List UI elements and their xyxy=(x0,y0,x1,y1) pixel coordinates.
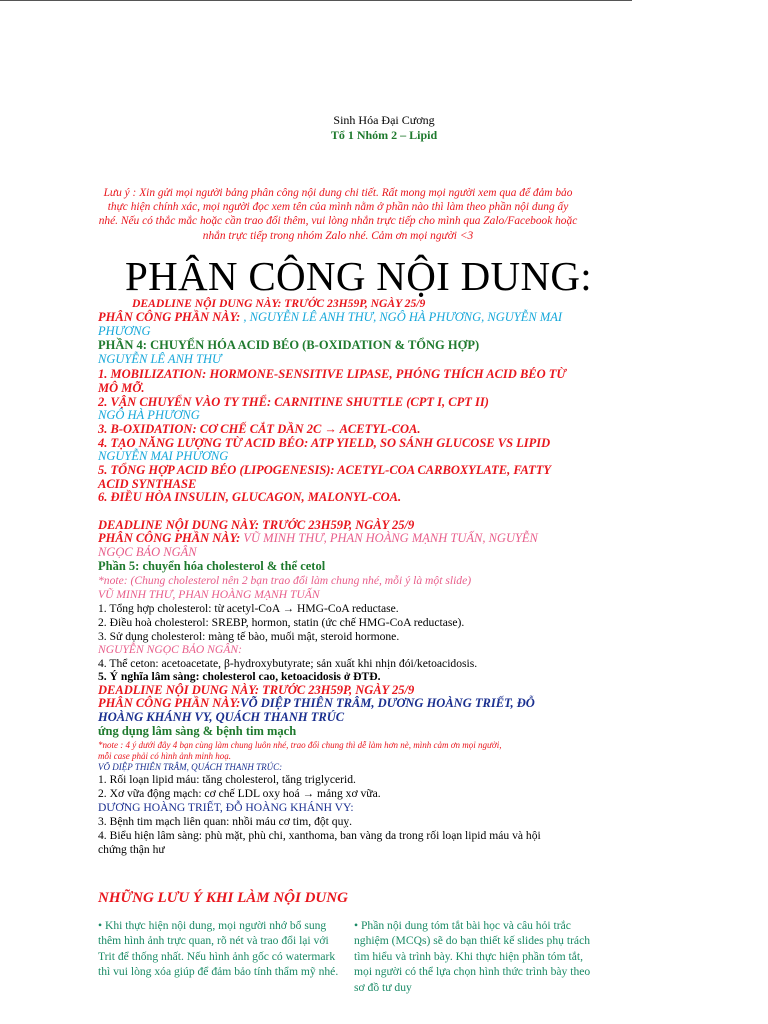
member-name: VÕ DIỆP THIÊN TRÂM, QUÁCH THANH TRÚC: xyxy=(98,762,283,772)
member-name: VŨ MINH THƯ, PHAN HOÀNG MẠNH TUẤN xyxy=(98,588,320,601)
member-name: NGÔ HÀ PHƯƠNG xyxy=(98,408,200,422)
task-item: 6. ĐIỀU HÒA INSULIN, GLUCAGON, MALONYL-COA. xyxy=(98,490,402,504)
deadline-text: DEADLINE NỘI DUNG NÀY: TRƯỚC 23H59P, NGÀY 25/9 xyxy=(98,683,415,697)
task-item: 5. TỔNG HỢP ACID BÉO (LIPOGENESIS): ACETYL-COA CARBOXYLATE, FATTY xyxy=(98,463,552,477)
assignment-names-cont: HOÀNG KHÁNH VY, QUÁCH THANH TRÚC xyxy=(98,710,345,724)
task-item: 1. MOBILIZATION: HORMONE-SENSITIVE LIPASE, PHÓNG THÍCH ACID BÉO TỪ xyxy=(98,367,567,381)
group-title: Tổ 1 Nhóm 2 – Lipid xyxy=(330,128,438,142)
task-item-cont: chứng thận hư xyxy=(98,843,165,856)
task-item-cont: MÔ MỠ. xyxy=(98,381,145,395)
assignment-line xyxy=(98,532,538,546)
assignment-label: PHÂN CÔNG PHẦN NÀY: xyxy=(98,696,241,710)
horizontal-divider xyxy=(0,0,632,1)
page-title: PHÂN CÔNG NỘI DUNG: xyxy=(125,253,592,299)
assignment-names-cont: PHƯƠNG xyxy=(98,324,151,338)
task-item: 3. Sử dụng cholesterol: màng tế bào, muối mật, steroid hormone. xyxy=(98,630,400,643)
intro-note: Lưu ý : Xin gửi mọi người bảng phân công nội dung chi tiết. Rất mong mọi người xem qua để đảm bảo thực hiện chính xác, mọi người đọc xem tên của mình nằm ở phần nào thì làm theo phần nội dung ấy nhé. Nếu có thắc mắc hoặc cần trao đổi thêm, vui lòng nhắn trực tiếp cho mình qua Zalo/Facebook hoặc nhắn trực tiếp trong nhóm Zalo nhé. Cảm ơn mọi người <3 xyxy=(98,187,578,242)
assignment-label: PHÂN CÔNG PHẦN NÀY: xyxy=(98,310,241,324)
assignment-line xyxy=(98,697,535,711)
section-heading: ứng dụng lâm sàng & bệnh tim mạch xyxy=(98,724,297,738)
assignment-names: VÕ DIỆP THIÊN TRÂM, DƯƠNG HOÀNG TRIẾT, ĐỖ xyxy=(240,696,535,710)
section-heading: Phần 5: chuyển hóa cholesterol & thể cetol xyxy=(98,559,326,573)
notes-heading: NHỮNG LƯU Ý KHI LÀM NỘI DUNG xyxy=(98,890,348,906)
task-item: 3. Bệnh tim mạch liên quan: nhồi máu cơ tim, đột quỵ. xyxy=(98,815,353,828)
task-item: 4. TẠO NĂNG LƯỢNG TỪ ACID BÉO: ATP YIELD, SO SÁNH GLUCOSE VS LIPID xyxy=(98,436,551,450)
assignment-names: VŨ MINH THƯ, PHAN HOÀNG MẠNH TUẤN, NGUYỄN xyxy=(240,531,538,545)
assignment-line xyxy=(98,311,562,325)
task-item-cont: ACID SYNTHASE xyxy=(98,477,197,491)
member-name: NGUYỄN LÊ ANH THƯ xyxy=(98,352,222,366)
subject-title: Sinh Hóa Đại Cương xyxy=(333,113,435,127)
task-item: 5. Ý nghĩa lâm sàng: cholesterol cao, ketoacidosis ở ĐTĐ. xyxy=(98,670,381,683)
assignment-names-cont: NGỌC BẢO NGÂN xyxy=(98,545,197,559)
section-heading: PHẦN 4: CHUYỂN HÓA ACID BÉO (B-OXIDATION & TỔNG HỢP) xyxy=(98,338,480,352)
member-name: NGUYỄN MAI PHƯƠNG xyxy=(98,449,229,463)
section-subnote: *note: (Chung cholesterol nên 2 bạn trao đổi làm chung nhé, mỗi ý là một slide) xyxy=(98,574,472,587)
task-item: 4. Thể ceton: acetoacetate, β-hydroxybutyrate; sản xuất khi nhịn đói/ketoacidosis. xyxy=(98,657,478,670)
task-item: 1. Tổng hợp cholesterol: từ acetyl-CoA → HMG-CoA reductase. xyxy=(98,602,399,615)
notes-left-column: • Khi thực hiện nội dung, mọi người nhớ bổ sung thêm hình ảnh trực quan, rõ nét và trao đổi lại với Trit để thống nhất. Nếu hình ảnh gốc có watermark thì vui lòng xóa giúp để đảm bảo tính thẩm mỹ nhé. xyxy=(98,919,339,979)
deadline-text: DEADLINE NỘI DUNG NÀY: TRƯỚC 23H59P, NGÀY 25/9 xyxy=(98,518,415,532)
task-item: 1. Rối loạn lipid máu: tăng cholesterol, tăng triglycerid. xyxy=(98,773,356,786)
task-item: 2. Điều hoà cholesterol: SREBP, hormon, statin (ức chế HMG-CoA reductase). xyxy=(98,616,465,629)
deadline-text: DEADLINE NỘI DUNG NÀY: TRƯỚC 23H59P, NGÀY 25/9 xyxy=(132,297,426,310)
assignment-names: , NGUYỄN LÊ ANH THƯ, NGÔ HÀ PHƯƠNG, NGUYỄN MAI xyxy=(240,310,563,324)
task-item: 3. B-OXIDATION: CƠ CHẾ CẮT DẦN 2C → ACETYL-COA. xyxy=(98,422,421,436)
notes-right-column: • Phần nội dung tóm tắt bài học và câu hỏi trắc nghiệm (MCQs) sẽ do bạn thiết kế slides phụ trách tìm hiểu và trình bày. Khi thực hiện phần tóm tắt, mọi người có thể lựa chọn hình thức trình bày theo sơ đồ tư duy xyxy=(354,919,591,994)
task-item: 2. VẬN CHUYỂN VÀO TY THỂ: CARNITINE SHUTTLE (CPT I, CPT II) xyxy=(98,395,489,409)
task-item: 2. Xơ vữa động mạch: cơ chế LDL oxy hoá → mảng xơ vữa. xyxy=(98,787,381,800)
section-subnote-cont: mỗi case phải có hình ảnh minh hoạ. xyxy=(98,751,231,761)
member-name: DƯƠNG HOÀNG TRIẾT, ĐỖ HOÀNG KHÁNH VY: xyxy=(98,801,354,814)
assignment-label: PHÂN CÔNG PHẦN NÀY: xyxy=(98,531,241,545)
member-name: NGUYỄN NGỌC BẢO NGÂN: xyxy=(98,643,242,656)
task-item: 4. Biểu hiện lâm sàng: phù mặt, phù chi, xanthoma, ban vàng da trong rối loạn lipid máu và hội xyxy=(98,829,541,842)
section-subnote: *note : 4 ý dưới đây 4 bạn cùng làm chung luôn nhé, trao đổi chung thì dễ làm hơn nè, mình cảm ơn mọi người, xyxy=(98,740,502,750)
